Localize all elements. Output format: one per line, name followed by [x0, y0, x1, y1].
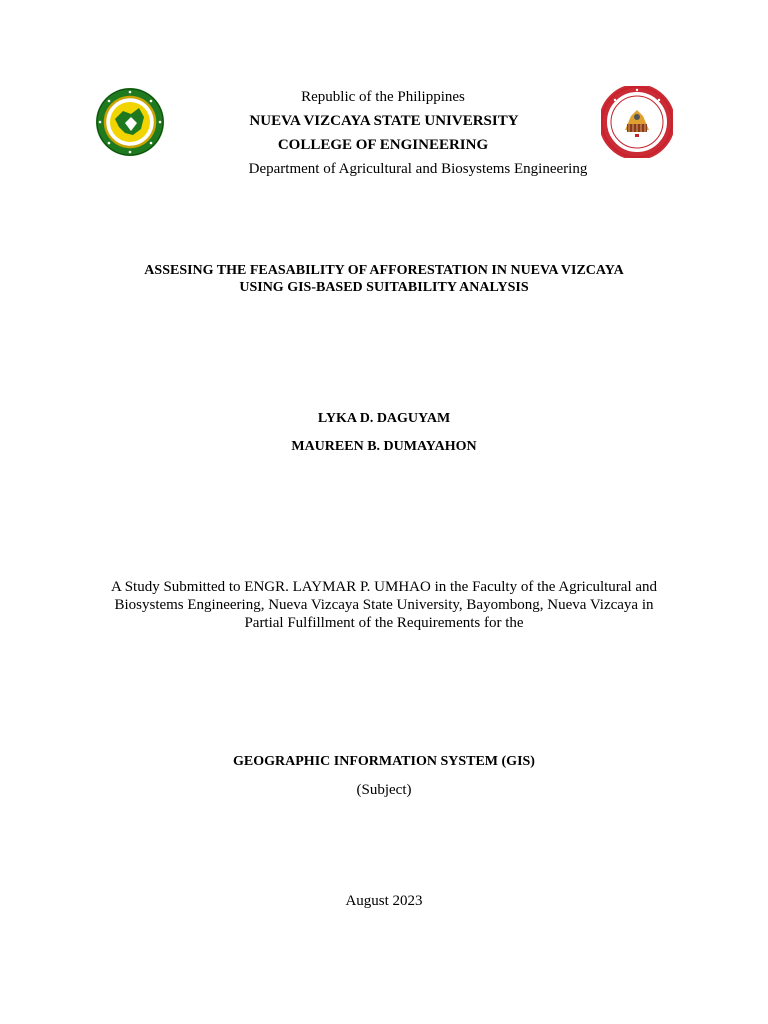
- submission-line-2: Biosystems Engineering, Nueva Vizcaya State University, Bayombong, Nueva Vizcaya in: [114, 597, 654, 613]
- subject-label: (Subject): [356, 782, 412, 798]
- author-1: LYKA D. DAGUYAM: [317, 411, 451, 426]
- header-republic: Republic of the Philippines: [301, 89, 465, 105]
- submission-line-3: Partial Fulfillment of the Requirements for the: [244, 615, 524, 631]
- submission-date: August 2023: [345, 893, 423, 909]
- header-college: COLLEGE OF ENGINEERING: [277, 137, 489, 153]
- title-line-1: ASSESING THE FEASABILITY OF AFFORESTATION IN NUEVA VIZCAYA: [144, 263, 624, 278]
- title-line-2: USING GIS-BASED SUITABILITY ANALYSIS: [239, 280, 529, 295]
- submission-line-1: A Study Submitted to ENGR. LAYMAR P. UMHAO in the Faculty of the Agricultural and: [110, 579, 658, 595]
- header-university: NUEVA VIZCAYA STATE UNIVERSITY: [249, 113, 519, 129]
- subject-name: GEOGRAPHIC INFORMATION SYSTEM (GIS): [233, 754, 535, 769]
- header-department: Department of Agricultural and Biosystems Engineering: [248, 161, 588, 177]
- author-2: MAUREEN B. DUMAYAHON: [291, 439, 477, 454]
